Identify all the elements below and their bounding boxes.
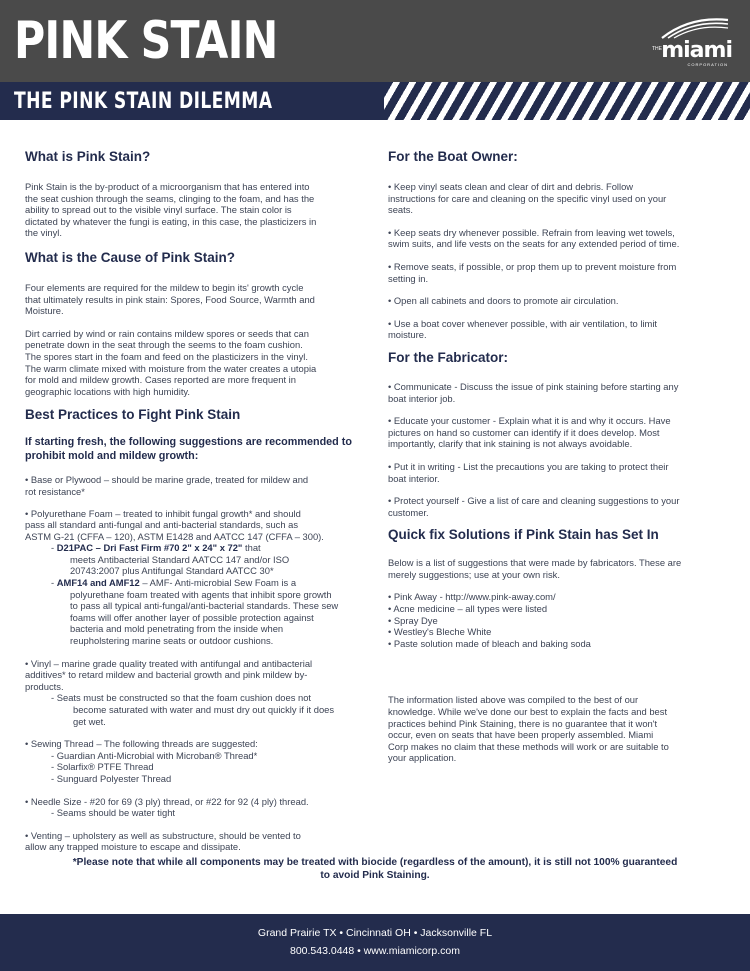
page-footer — [0, 914, 750, 971]
decorative-stripes — [384, 82, 750, 120]
bullet-needle-size: • Needle Size - #20 for 69 (3 ply) thread, or #22 for 92 (4 ply) thread. — [25, 795, 309, 807]
heading-what-is-pink-stain: What is Pink Stain? — [25, 149, 151, 164]
owner-tip-clean: • Keep vinyl seats clean and clear of dirt and debris. Follow instructions for care and cleaning on the specific vinyl used on your seats. — [388, 181, 667, 216]
owner-tip-remove: • Remove seats, if possible, or prop them up to prevent moisture from setting in. — [388, 260, 677, 284]
band-title: THE PINK STAIN DILEMMA — [14, 89, 273, 114]
miami-corporation-logo — [648, 14, 732, 70]
fabricator-tip-communicate: • Communicate - Discuss the issue of pink staining before starting any boat interior job. — [388, 380, 679, 404]
paragraph-four-elements: Four elements are required for the mildew to begin its' growth cycle that ultimately results in pink stain: Spores, Food Source, Warmth and Moisture. — [25, 281, 315, 317]
logo-name: miami — [661, 38, 732, 63]
owner-tip-dry: • Keep seats dry whenever possible. Refrain from leaving wet towels, swim suits, and life vests on the seats for any extended period of time. — [388, 226, 680, 250]
heading-cause: What is the Cause of Pink Stain? — [25, 249, 236, 265]
paragraph-definition: Pink Stain is the by-product of a microorganism that has entered into the seat cushion through the seams, clinging to the foam, and has the ability to spread out to the visible vinyl surface. The stain color is dictated by whatever the fungi is eating, in this case, the plasticizers in the vinyl. — [25, 181, 317, 239]
fabricator-tip-educate: • Educate your customer - Explain what it is and why it occurs. Have pictures on hand so customer can identify if it does develop. Most importantly, clarify that ink staining is not always avoidable. — [388, 415, 671, 450]
page-title: PINK STAIN — [14, 11, 278, 71]
paragraph-dirt-spores: Dirt carried by wind or rain contains mildew spores or seeds that can penetrate down in the seat through the seems to the foam cushion. The spores start in the foam and feed on the plasticizers in the vinyl. The warm climate mixed with moisture from the water creates a utopia for mold and mildew growth. Cases reported are more frequent in geographic locations with high humidity. — [25, 327, 317, 397]
heading-fabricator: For the Fabricator: — [388, 349, 509, 365]
quick-fix-intro: Below is a list of suggestions that were made by fabricators. These are merely suggestions; use at your own risk. — [388, 557, 682, 580]
foam-item-amf: - AMF14 and AMF12 – AMF- Anti-microbial Sew Foam is a — [51, 577, 297, 589]
right-column — [388, 148, 724, 764]
vinyl-seats-note: - Seats must be constructed so that the foam cushion does not — [51, 692, 312, 704]
left-column — [25, 148, 363, 853]
owner-tip-cabinets: • Open all cabinets and doors to promote air circulation. — [388, 295, 619, 307]
foam-item-d21pac: - D21PAC – Dri Fast Firm #70 2" x 24" x 72" that — [51, 542, 261, 554]
footer-contact: 800.543.0448 • www.miamicorp.com — [289, 945, 460, 957]
bullet-base-plywood: • Base or Plywood – should be marine grade, treated for mildew and rot resistance* — [25, 474, 309, 497]
bullet-venting: • Venting – upholstery as well as substructure, should be vented to allow any trapped moisture to escape and dissipate. — [25, 829, 301, 853]
heading-quick-fix: Quick fix Solutions if Pink Stain has Set In — [388, 527, 659, 543]
fabricator-tip-writing: • Put it in writing - List the precautions you are taking to protect their boat interior. — [388, 460, 669, 484]
thread-list: - Guardian Anti-Microbial with Microban® Thread* - Solarfix® PTFE Thread - Sunguard Polyester Thread — [51, 749, 258, 784]
fabricator-tip-protect: • Protect yourself - Give a list of care and cleaning suggestions to your customer. — [388, 495, 680, 518]
logo-the: THE — [652, 46, 662, 52]
heading-boat-owner: For the Boat Owner: — [388, 149, 518, 164]
foam-item-d21pac-detail: meets Antibacterial Standard AATCC 147 and/or ISO 20743:2007 plus Antifungal Standard AATCC 30* — [70, 553, 290, 577]
page-header — [0, 0, 750, 82]
vinyl-seats-note-cont: become saturated with water and must dry out quickly if it does get wet. — [73, 704, 335, 727]
needle-seams-note: - Seams should be water tight — [51, 807, 176, 819]
heading-best-practices: Best Practices to Fight Pink Stain — [25, 407, 241, 423]
disclaimer: The information listed above was compiled to the best of our knowledge. While we've done our best to explain the facts and best practices behind Pink Staining, there is no guarantee that it won't occur, even on seats that have been properly assembled. Miami Corp makes no claim that these methods will work or are suitable to your application. — [388, 694, 669, 764]
section-band — [0, 82, 750, 120]
subheading-starting-fresh: If starting fresh, the following suggestions are recommended to prohibit mold and mildew growth: — [25, 436, 352, 463]
quick-fix-list: • Pink Away - http://www.pink-away.com/ • Acne medicine – all types were listed • Spray Dye • Westley's Bleche White • Paste solution made of bleach and baking soda — [388, 591, 591, 649]
guarantee-note: *Please note that while all components may be treated with biocide (regardless of the amount), it is still not 100% guaranteed to avoid Pink Staining. — [72, 857, 678, 881]
owner-tip-cover: • Use a boat cover whenever possible, with air ventilation, to limit moisture. — [388, 317, 658, 341]
bullet-polyurethane-foam: • Polyurethane Foam – treated to inhibit fungal growth* and should pass all standard anti-fungal and anti-bacterial standards, such as ASTM G-21 (CFFA – 120), ASTM E1428 and AATCC 147 (CFFA – 300). — [25, 507, 324, 542]
footer-locations: Grand Prairie TX • Cincinnati OH • Jacksonville FL — [257, 927, 493, 939]
logo-swoosh-icon — [660, 14, 730, 40]
bullet-vinyl: • Vinyl – marine grade quality treated with antifungal and antibacterial additives* to retard mildew and bacterial growth and pink mildew by- products. — [25, 657, 313, 692]
logo-corporation: CORPORATION — [687, 62, 728, 67]
foam-item-amf-detail: polyurethane foam treated with agents that inhibit spore growth to pass all typical anti-fungal/anti-bacterial standards. These sew foams will offer another layer of possible protection against bacteria and mold penetrating from the inside when reupholstering marine seats or outdoor cushions. — [70, 588, 339, 647]
bullet-sewing-thread: • Sewing Thread – The following threads are suggested: — [25, 738, 258, 750]
